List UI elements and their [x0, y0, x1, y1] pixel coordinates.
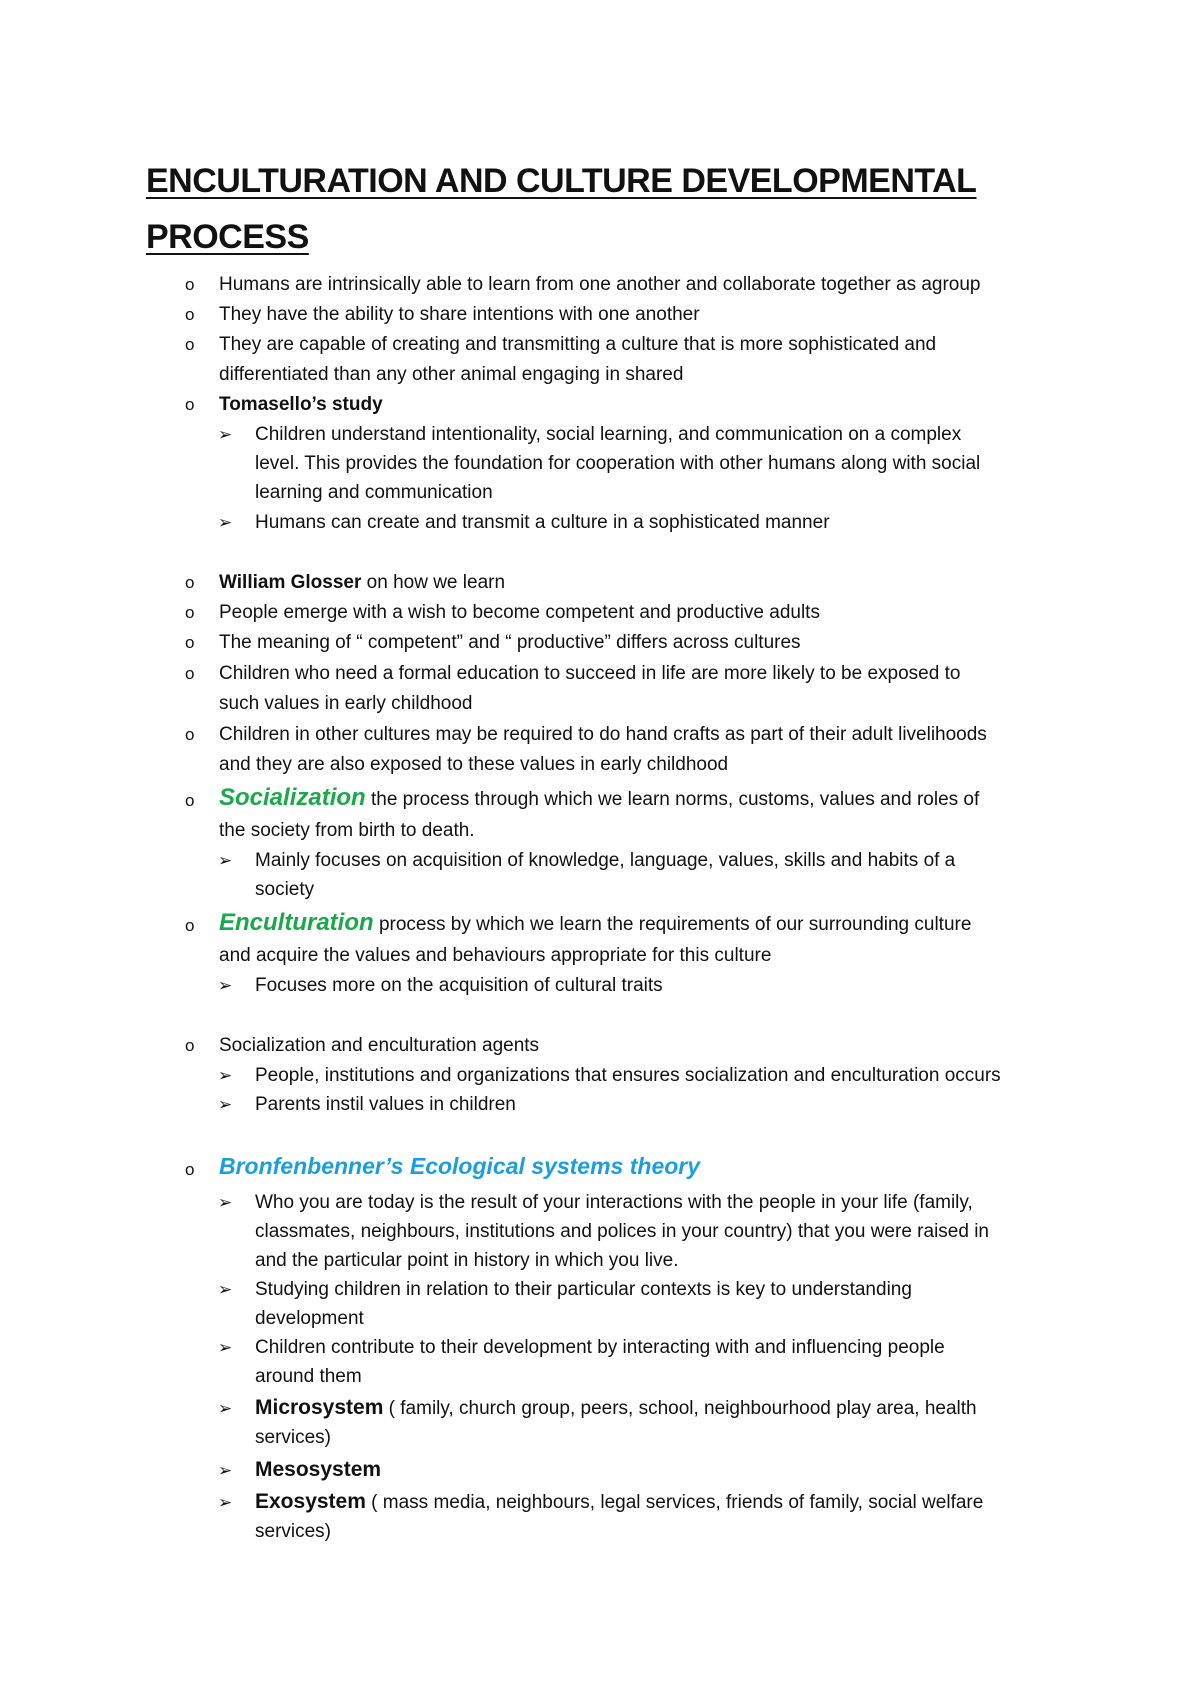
exosystem-details: ( mass media, neighbours, legal services, friends of family, social welfare: [365, 1492, 984, 1513]
arrow-bullet-icon: ➢: [218, 1095, 233, 1114]
list-item-continuation: the society from birth to death.: [219, 820, 475, 841]
circle-bullet: o: [185, 916, 195, 935]
glosser-rest: on how we learn: [361, 572, 506, 593]
arrow-bullet-icon: ➢: [218, 1066, 233, 1085]
list-item: They have the ability to share intentions with one another: [219, 304, 700, 325]
bronfenbrenner-heading: Bronfenbenner’s Ecological systems theory: [219, 1153, 701, 1179]
circle-bullet: o: [185, 1160, 195, 1179]
sub-item-continuation: and the particular point in history in which you live.: [255, 1250, 679, 1271]
sub-item-continuation: level. This provides the foundation for cooperation with other humans along with social: [255, 453, 981, 474]
list-item: Children who need a formal education to succeed in life are more likely to be exposed to: [219, 663, 961, 684]
circle-bullet: o: [185, 305, 195, 324]
list-item: They are capable of creating and transmitting a culture that is more sophisticated and: [219, 334, 937, 355]
exosystem-term: Exosystem: [255, 1490, 366, 1513]
arrow-bullet-icon: ➢: [218, 1399, 233, 1418]
sub-item-continuation: classmates, neighbours, institutions and polices in your country) that you were raised in: [255, 1221, 989, 1242]
sub-item-continuation: development: [255, 1308, 364, 1329]
sub-item: Focuses more on the acquisition of cultural traits: [255, 975, 663, 996]
circle-bullet: o: [185, 395, 195, 414]
sub-item-continuation: services): [255, 1427, 332, 1448]
circle-bullet: o: [185, 664, 195, 683]
enculturation-term: Enculturation: [219, 909, 374, 936]
arrow-bullet-icon: ➢: [218, 851, 233, 870]
sub-item: Studying children in relation to their particular contexts is key to understanding: [255, 1279, 912, 1300]
arrow-bullet-icon: ➢: [218, 425, 233, 444]
socialization-definition: the process through which we learn norms, customs, values and roles of: [365, 789, 980, 810]
microsystem-term: Microsystem: [255, 1396, 384, 1419]
arrow-bullet-icon: ➢: [218, 1193, 233, 1212]
list-item: The meaning of “ competent” and “ productive” differs across cultures: [219, 632, 801, 653]
glosser-item: [219, 568, 505, 597]
sub-item: Mainly focuses on acquisition of knowledge, language, values, skills and habits of a: [255, 850, 956, 871]
sub-item: Humans can create and transmit a culture in a sophisticated manner: [255, 512, 830, 533]
sub-item: Parents instil values in children: [255, 1094, 516, 1115]
sub-item: People, institutions and organizations that ensures socialization and enculturation occurs: [255, 1065, 1001, 1086]
circle-bullet: o: [185, 791, 195, 810]
mesosystem-term: Mesosystem: [255, 1458, 382, 1481]
microsystem-details: ( family, church group, peers, school, neighbourhood play area, health: [383, 1398, 977, 1419]
list-item: Humans are intrinsically able to learn from one another and collaborate together as agroup: [219, 274, 981, 295]
enculturation-definition: process by which we learn the requirements of our surrounding culture: [373, 914, 972, 935]
arrow-bullet-icon: ➢: [218, 513, 233, 532]
circle-bullet: o: [185, 1036, 195, 1055]
circle-bullet: o: [185, 633, 195, 652]
sub-item: Children contribute to their development by interacting with and influencing people: [255, 1337, 945, 1358]
sub-item: Children understand intentionality, social learning, and communication on a complex: [255, 424, 962, 445]
socialization-term: Socialization: [219, 784, 366, 811]
sub-item-continuation: around them: [255, 1366, 362, 1387]
exosystem-item: [255, 1487, 983, 1517]
sub-item-continuation: society: [255, 879, 315, 900]
sub-item-continuation: learning and communication: [255, 482, 493, 503]
title-line-2: PROCESS: [146, 218, 309, 256]
circle-bullet: o: [185, 573, 195, 592]
arrow-bullet-icon: ➢: [218, 976, 233, 995]
list-item: Children in other cultures may be required to do hand crafts as part of their adult livelihoods: [219, 724, 987, 745]
circle-bullet: o: [185, 725, 195, 744]
title-line-1: ENCULTURATION AND CULTURE DEVELOPMENTAL: [146, 162, 977, 200]
enculturation-item: [219, 908, 971, 939]
list-item: People emerge with a wish to become competent and productive adults: [219, 602, 820, 623]
arrow-bullet-icon: ➢: [218, 1493, 233, 1512]
list-item-continuation: differentiated than any other animal engaging in shared: [219, 364, 684, 385]
document-title: [146, 153, 1026, 265]
circle-bullet: o: [185, 275, 195, 294]
sub-item-continuation: services): [255, 1521, 332, 1542]
arrow-bullet-icon: ➢: [218, 1461, 233, 1480]
arrow-bullet-icon: ➢: [218, 1280, 233, 1299]
tomasello-heading: Tomasello’s study: [219, 394, 383, 415]
list-item: Socialization and enculturation agents: [219, 1035, 540, 1056]
list-item-continuation: and they are also exposed to these values in early childhood: [219, 754, 729, 775]
sub-item: Who you are today is the result of your interactions with the people in your life (family,: [255, 1192, 973, 1213]
socialization-item: [219, 783, 979, 814]
list-item-continuation: and acquire the values and behaviours appropriate for this culture: [219, 945, 772, 966]
circle-bullet: o: [185, 603, 195, 622]
microsystem-item: [255, 1393, 977, 1423]
list-item-continuation: such values in early childhood: [219, 693, 473, 714]
glosser-name: William Glosser: [219, 572, 362, 593]
arrow-bullet-icon: ➢: [218, 1338, 233, 1357]
circle-bullet: o: [185, 335, 195, 354]
